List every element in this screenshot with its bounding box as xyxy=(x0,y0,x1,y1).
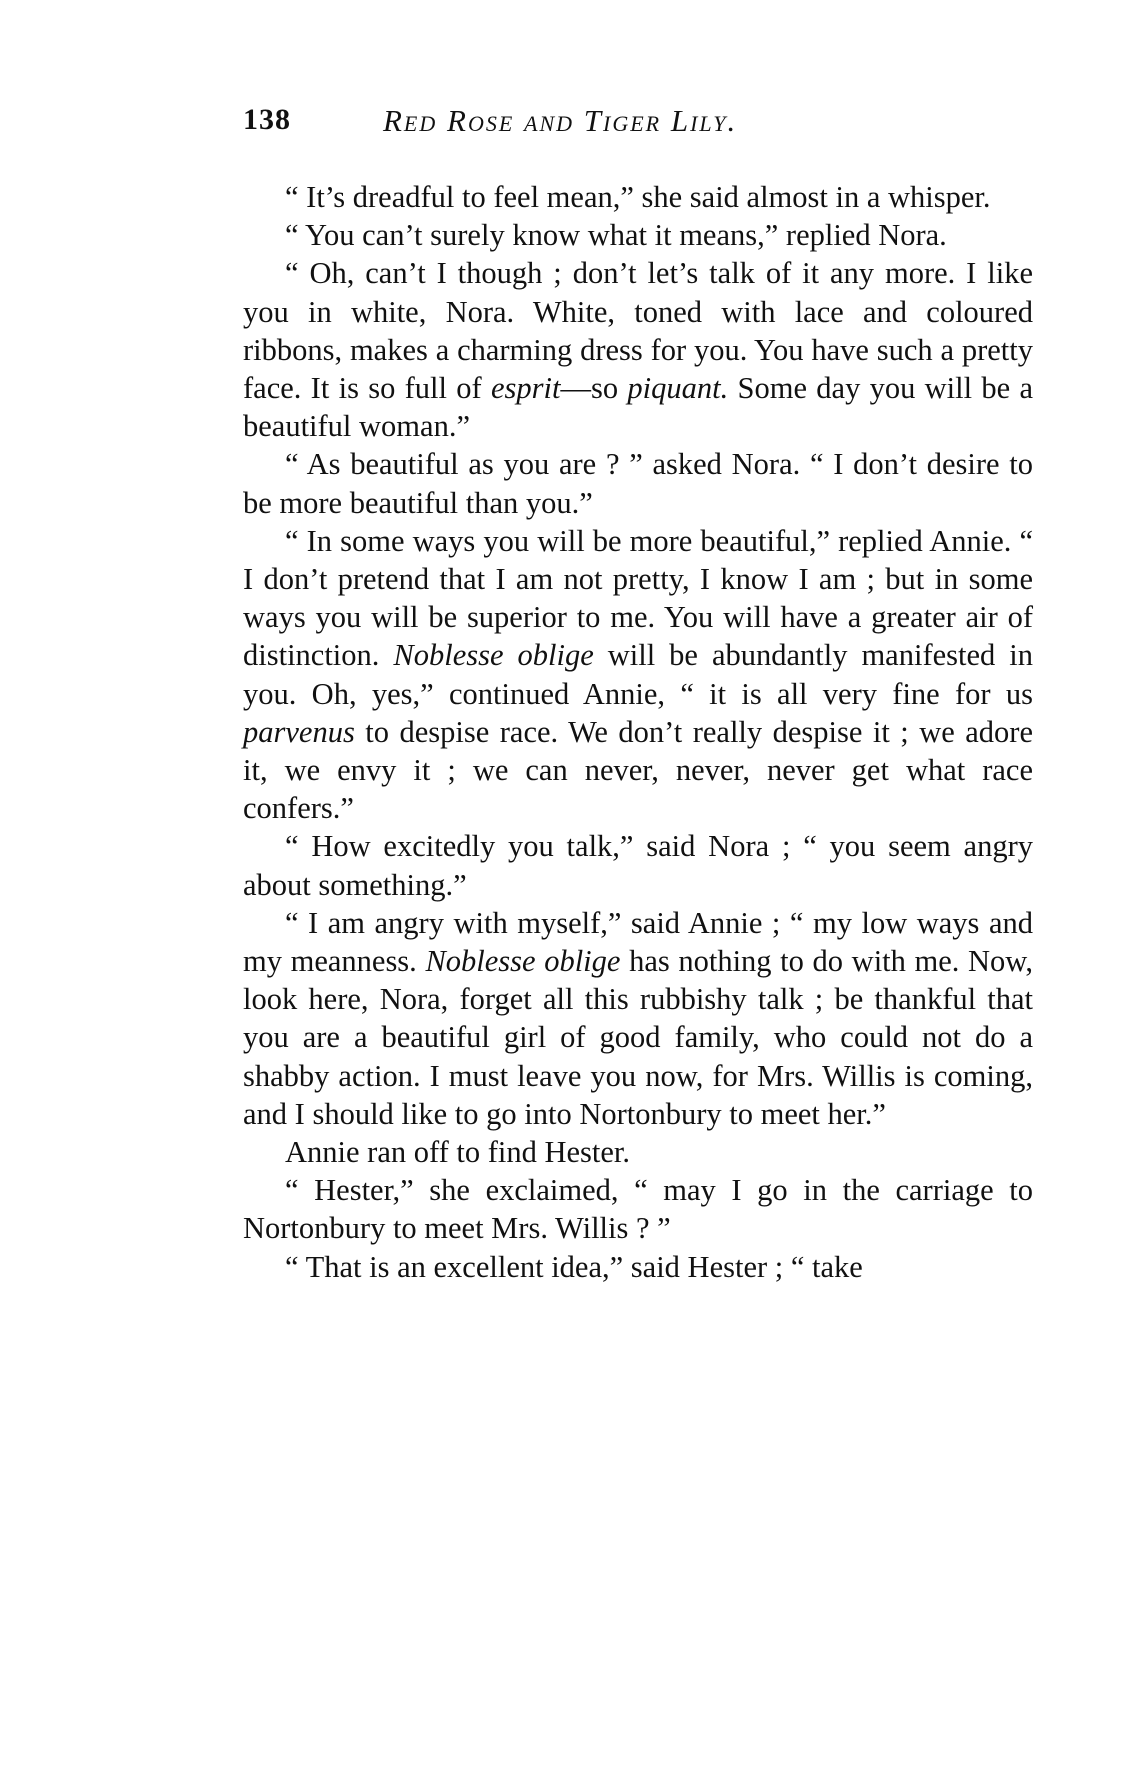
page-number: 138 xyxy=(243,103,291,136)
paragraph xyxy=(243,445,1033,521)
page-header xyxy=(243,103,1033,147)
page-body xyxy=(243,178,1033,1286)
text-run: “ It’s dreadful to feel mean,” she said almost in a whisper. xyxy=(285,180,991,214)
paragraph xyxy=(243,904,1033,1133)
italic-text: piquant. xyxy=(627,371,729,406)
text-run: “ How excitedly you talk,” said Nora ; “ you seem angry about something.” xyxy=(243,829,1033,902)
text-run: —so xyxy=(560,371,628,406)
text-run: “ That is an excellent idea,” said Hester ; “ take xyxy=(285,1249,863,1284)
text-run: Some day you will be a beautiful woman.” xyxy=(243,371,1034,444)
text-run: “ As beautiful as you are ? ” asked Nora. “ I don’t desire to be more beautiful than you.” xyxy=(243,447,1033,520)
text-run: has nothing to do with me. Now, look here, Nora, forget all this rubbishy talk ; be thankful that you are a beautiful girl of good family, who could not do a shabby action. I must leave you now, for Mrs. Willis is coming, and I should like to go into Nortonbury to meet her.” xyxy=(243,944,1033,1131)
paragraph xyxy=(243,827,1033,903)
paragraph xyxy=(243,254,1033,445)
text-run: will be abundantly manifested in you. Oh, yes,” continued Annie, “ it is all very fine for us xyxy=(243,638,1033,711)
italic-text: esprit xyxy=(491,371,561,406)
text-run: “ You can’t surely know what it means,” replied Nora. xyxy=(285,218,947,253)
paragraph xyxy=(243,216,1033,254)
italic-text: Noblesse oblige xyxy=(425,944,621,979)
running-title: Red Rose and Tiger Lily. xyxy=(383,103,738,138)
text-run: to despise race. We don’t really despise it ; we adore it, we envy it ; we can never, never, never get what race confers.” xyxy=(243,714,1033,826)
text-run: “ In some ways you will be more beautiful,” replied Annie. “ I don’t pretend that I am not pretty, I know I am ; but in some ways you will be superior to me. You will have a greater air of distinction. xyxy=(243,523,1033,673)
italic-text: parvenus xyxy=(243,714,355,749)
paragraph xyxy=(243,522,1033,828)
text-run: “ I am angry with myself,” said Annie ; “ my low ways and my meanness. xyxy=(243,905,1033,979)
text-run: Annie ran off to find Hester. xyxy=(285,1135,631,1170)
paragraph xyxy=(243,1133,1033,1171)
text-run: “ Oh, can’t I though ; don’t let’s talk of it any more. I like you in white, Nora. White, toned with lace and coloured ribbons, makes a charming dress for you. You have such a pretty face. It is so full of xyxy=(243,256,1033,406)
paragraph xyxy=(243,178,1033,216)
paragraph xyxy=(243,1171,1033,1247)
italic-text: Noblesse oblige xyxy=(393,638,594,673)
text-run: “ Hester,” she exclaimed, “ may I go in the carriage to Nortonbury to meet Mrs. Willis ? ” xyxy=(243,1173,1033,1246)
paragraph xyxy=(243,1248,1033,1286)
